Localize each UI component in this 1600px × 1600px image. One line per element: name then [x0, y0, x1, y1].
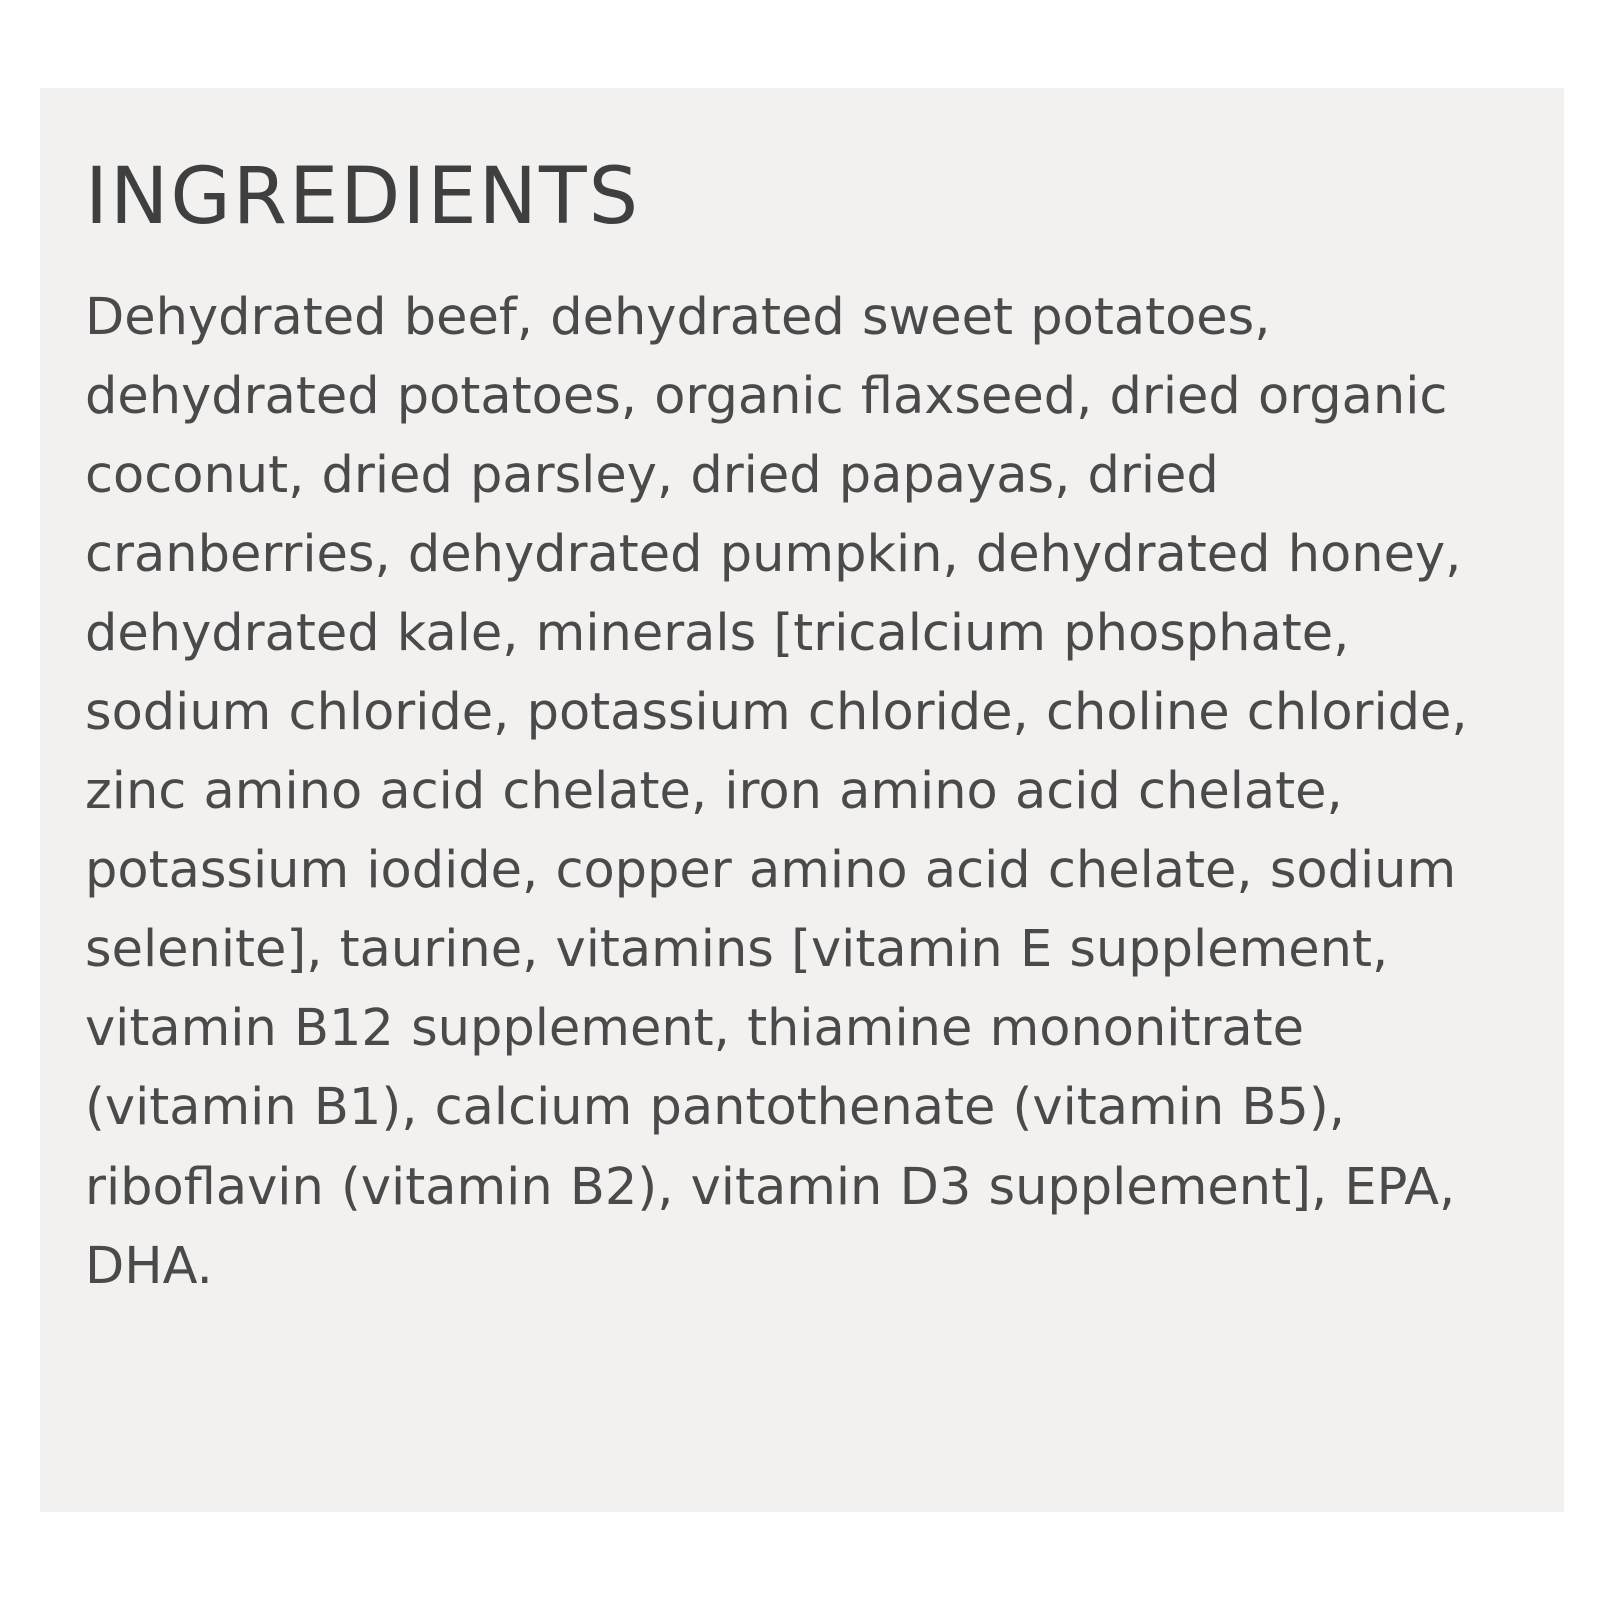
ingredients-list-text: Dehydrated beef, dehydrated sweet potatoes, dehydrated potatoes, organic flaxseed, dried organic coconut, dried parsley, dried papayas, dried cranberries, dehydrated pumpkin, dehydrated honey, dehydrated kale, minerals [tricalcium phosphate, sodium chloride, potassium chloride, choline chloride, zinc amino acid chelate, iron amino acid chelate, potassium iodide, copper amino acid chelate, sodium selenite], taurine, vitamins [vitamin E supplement, vitamin B12 supplement, thiamine mononitrate (vitamin B1), calcium pantothenate (vitamin B5), riboflavin (vitamin B2), vitamin D3 supplement], EPA, DHA.: [85, 288, 1468, 1296]
page-title: INGREDIENTS: [85, 152, 641, 242]
ingredients-label-panel: [40, 88, 1564, 1512]
label-content: [85, 152, 1525, 1306]
